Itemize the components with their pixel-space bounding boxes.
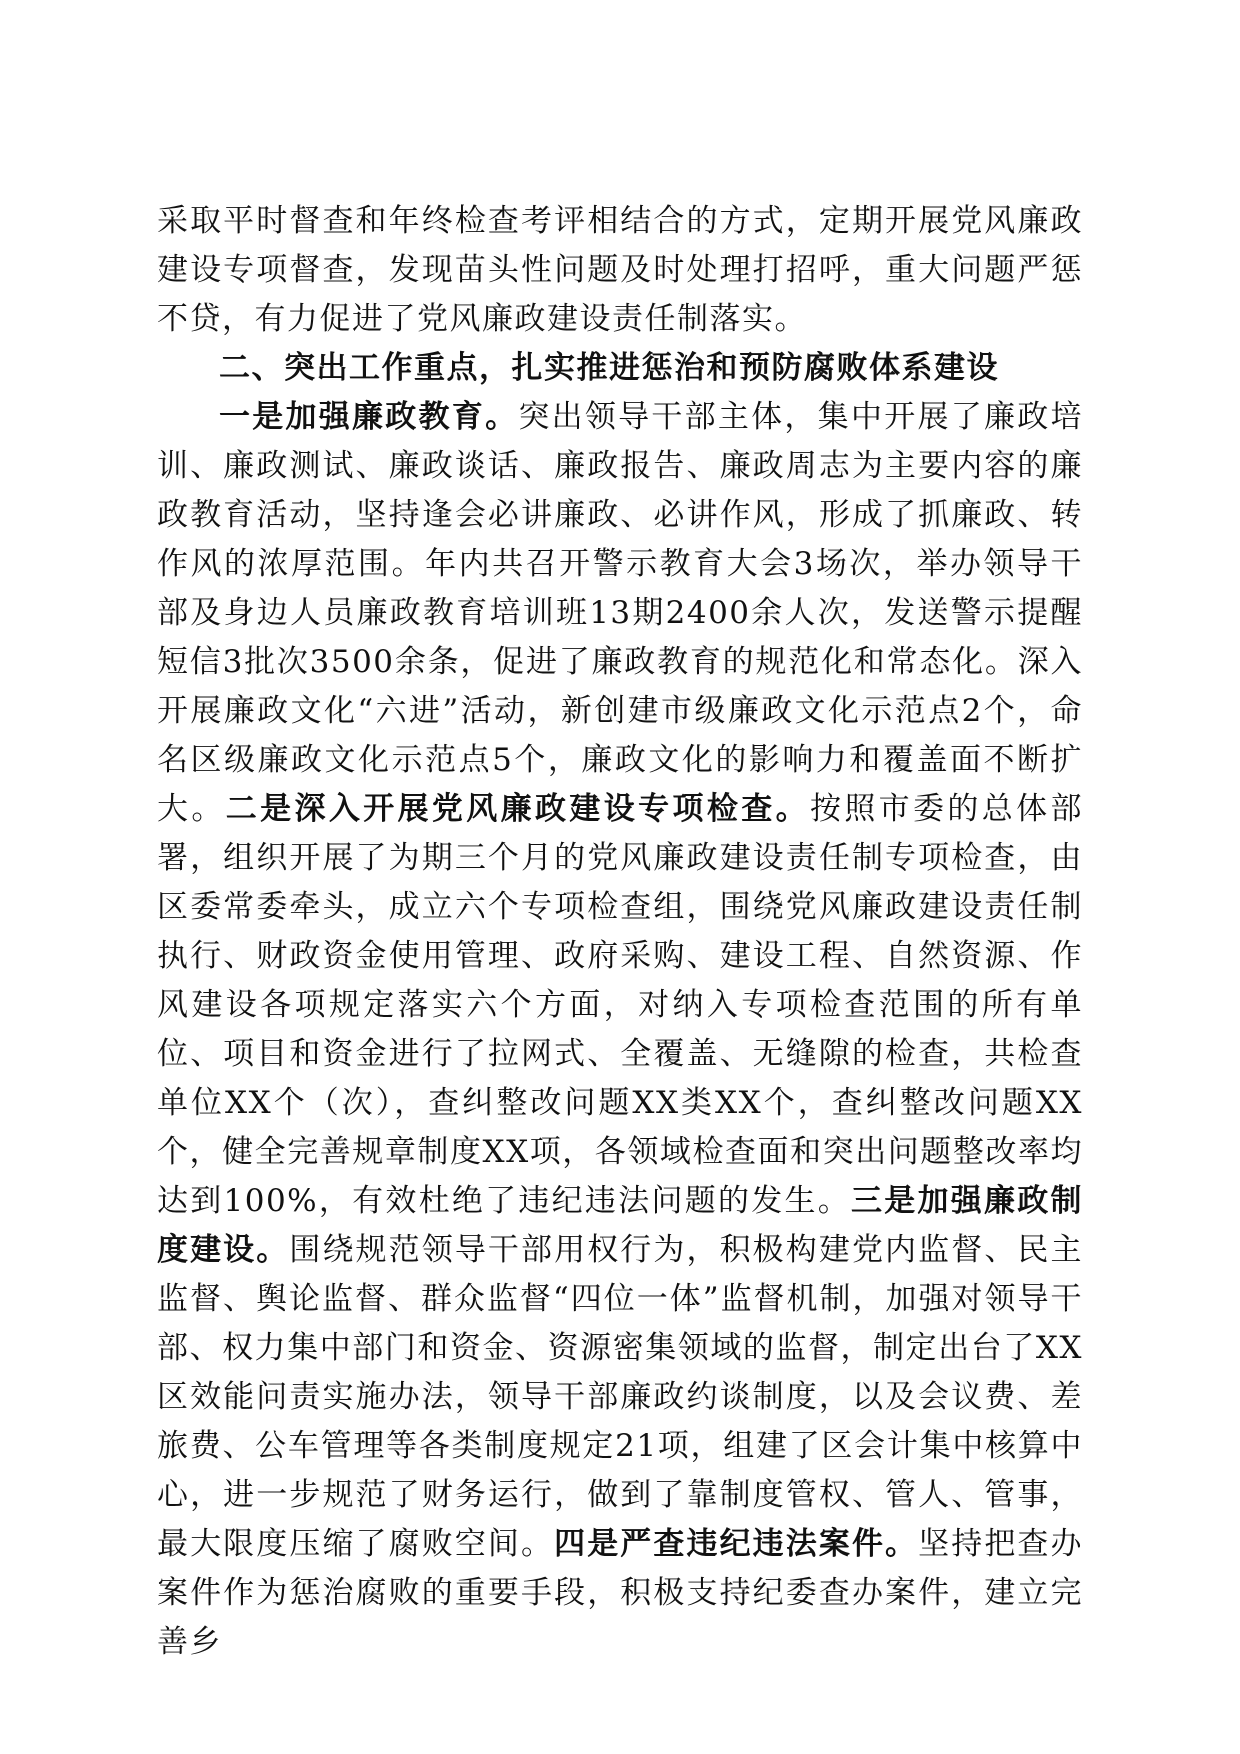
paragraph-continuation: 采取平时督查和年终检查考评相结合的方式，定期开展党风廉政建设专项督查，发现苗头性问题及时处理打招呼，重大问题严惩不贷，有力促进了党风廉政建设责任制落实。	[157, 203, 1083, 337]
document-body	[157, 197, 1083, 1667]
body-text-3: 围绕规范领导干部用权行为，积极构建党内监督、民主监督、舆论监督、群众监督“四位一体”监督机制，加强对领导干部、权力集中部门和资金、资源密集领域的监督，制定出台了XX区效能问责实施办法，领导干部廉政约谈制度，以及会议费、差旅费、公车管理等各类制度规定21项，组建了区会计集中核算中心，进一步规范了财务运行，做到了靠制度管权、管人、管事，最大限度压缩了腐败空间。	[157, 1232, 1084, 1562]
lead-sentence-4: 四是严查违纪违法案件。	[554, 1526, 919, 1562]
body-text-4: 坚持把查办案件作为惩治腐败的重要手段，积极支持纪委查办案件，建立完善乡	[157, 1526, 1084, 1660]
section-heading: 二、突出工作重点，扎实推进惩治和预防腐败体系建设	[219, 350, 999, 386]
lead-sentence-3: 三是加强廉政制度建设。	[157, 1183, 1083, 1268]
body-text-1: 突出领导干部主体，集中开展了廉政培训、廉政测试、廉政谈话、廉政报告、廉政周志为主要内容的廉政教育活动，坚持逢会必讲廉政、必讲作风，形成了抓廉政、转作风的浓厚范围。年内共召开警示教育大会3场次，举办领导干部及身边人员廉政教育培训班13期2400余人次，发送警示提醒短信3批次3500余条，促进了廉政教育的规范化和常态化。深入开展廉政文化“六进”活动，新创建市级廉政文化示范点2个，命名区级廉政文化示范点5个，廉政文化的影响力和覆盖面不断扩大。	[157, 399, 1084, 827]
body-text-2: 按照市委的总体部署，组织开展了为期三个月的党风廉政建设责任制专项检查，由区委常委牵头，成立六个专项检查组，围绕党风廉政建设责任制执行、财政资金使用管理、政府采购、建设工程、自然资源、作风建设各项规定落实六个方面，对纳入专项检查范围的所有单位、项目和资金进行了拉网式、全覆盖、无缝隙的检查，共检查单位XX个（次），查纠整改问题XX类XX个，查纠整改问题XX个，健全完善规章制度XX项，各领域检查面和突出问题整改率均达到100%，有效杜绝了违纪违法问题的发生。	[157, 791, 1084, 1219]
paragraph-main	[157, 393, 1083, 1667]
lead-sentence-2: 二是深入开展党风廉政建设专项检查。	[225, 791, 810, 827]
lead-sentence-1: 一是加强廉政教育。	[219, 399, 519, 435]
